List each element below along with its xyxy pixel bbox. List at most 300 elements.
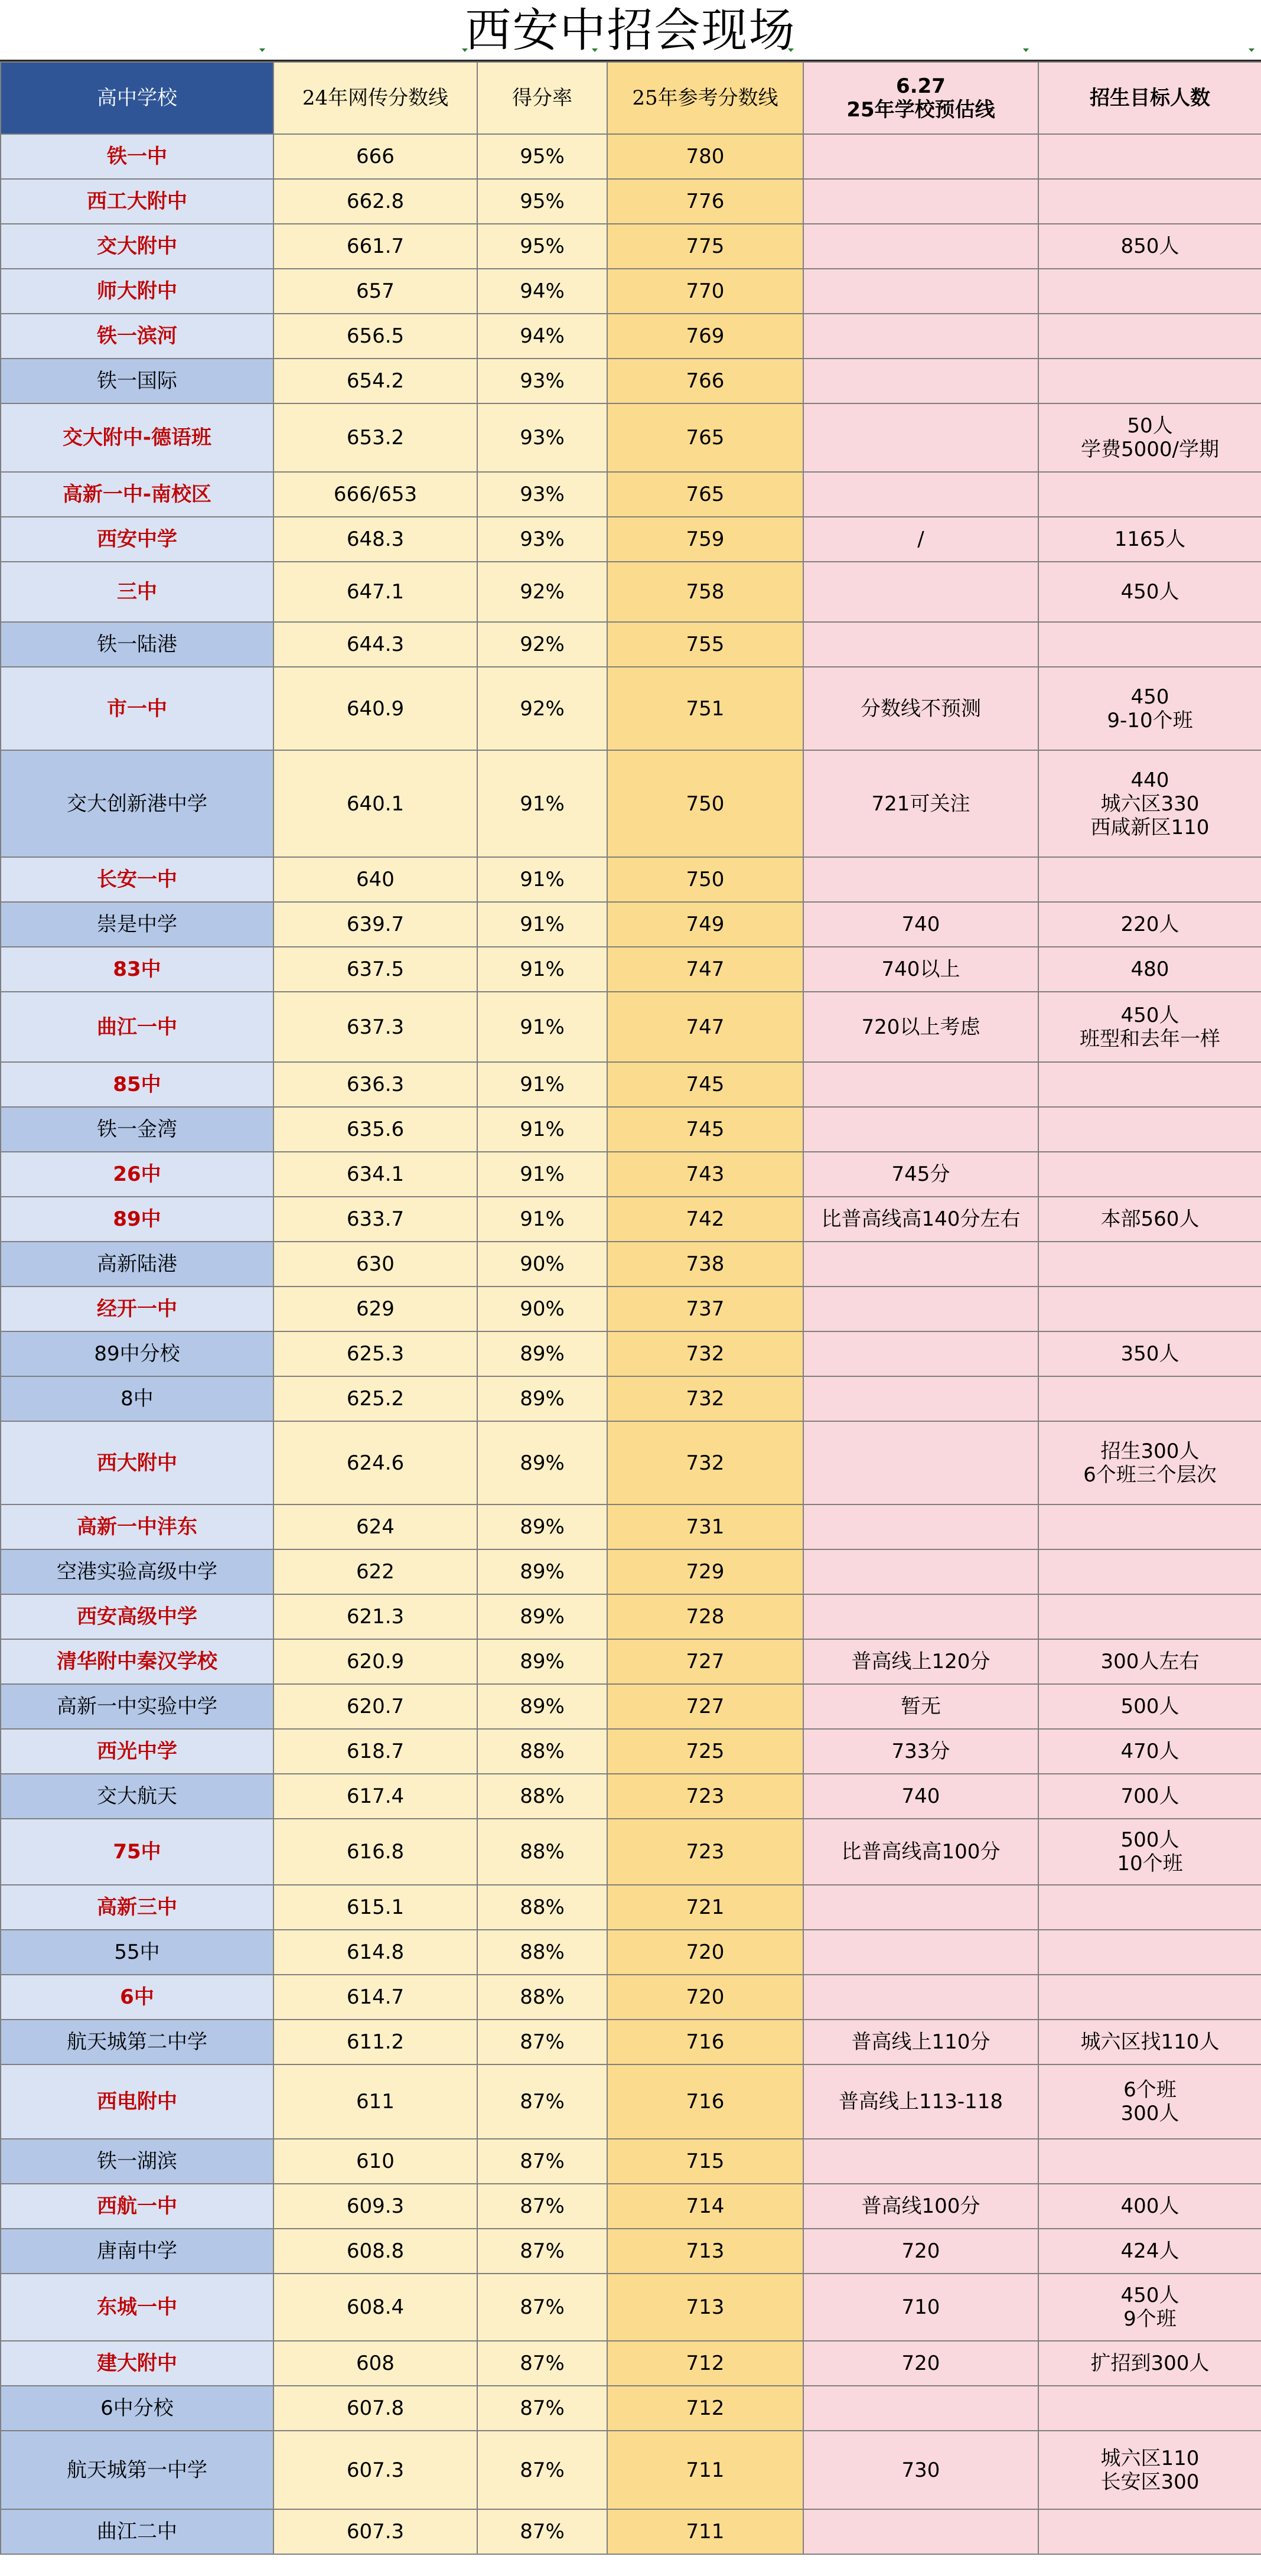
predicted-2025-cell[interactable] <box>803 1376 1038 1421</box>
predicted-2025-cell[interactable] <box>803 179 1038 224</box>
score-rate-cell[interactable]: 91% <box>477 947 607 992</box>
school-name-cell[interactable]: 航天城第一中学 <box>1 2431 273 2509</box>
enrollment-target-cell[interactable] <box>1038 1684 1261 1729</box>
predicted-2025-cell[interactable] <box>803 622 1038 667</box>
reference-2025-cell[interactable]: 769 <box>607 314 803 359</box>
score-2024-cell[interactable]: 609.3 <box>273 2184 477 2229</box>
score-2024-cell[interactable]: 644.3 <box>273 622 477 667</box>
reference-2025-cell[interactable]: 714 <box>607 2184 803 2229</box>
school-name-cell[interactable]: 曲江二中 <box>1 2509 273 2554</box>
enrollment-target-cell[interactable] <box>1038 224 1261 269</box>
predicted-2025-cell[interactable] <box>803 1684 1038 1729</box>
score-2024-cell[interactable]: 662.8 <box>273 179 477 224</box>
school-name-cell[interactable]: 西大附中 <box>1 1421 273 1504</box>
score-2024-cell[interactable]: 640 <box>273 857 477 902</box>
enrollment-target-cell[interactable] <box>1038 472 1261 517</box>
score-2024-cell[interactable]: 620.7 <box>273 1684 477 1729</box>
reference-2025-cell[interactable]: 737 <box>607 1287 803 1331</box>
predicted-2025-cell[interactable] <box>803 403 1038 472</box>
score-2024-cell[interactable]: 620.9 <box>273 1639 477 1684</box>
predicted-2025-cell[interactable] <box>803 992 1038 1062</box>
reference-2025-cell[interactable]: 750 <box>607 857 803 902</box>
school-name-cell[interactable]: 55中 <box>1 1930 273 1975</box>
score-2024-cell[interactable]: 624.6 <box>273 1421 477 1504</box>
reference-2025-cell[interactable]: 751 <box>607 667 803 750</box>
score-2024-cell[interactable]: 618.7 <box>273 1729 477 1774</box>
score-2024-cell[interactable]: 657 <box>273 269 477 314</box>
predicted-2025-cell[interactable] <box>803 2139 1038 2184</box>
reference-2025-cell[interactable]: 745 <box>607 1107 803 1152</box>
reference-2025-cell[interactable]: 776 <box>607 179 803 224</box>
predicted-2025-cell[interactable] <box>803 2229 1038 2274</box>
predicted-2025-cell[interactable] <box>803 224 1038 269</box>
school-name-cell[interactable]: 市一中 <box>1 667 273 750</box>
score-rate-cell[interactable]: 92% <box>477 562 607 622</box>
enrollment-target-cell[interactable] <box>1038 1639 1261 1684</box>
school-name-cell[interactable]: 西电附中 <box>1 2064 273 2139</box>
score-rate-cell[interactable]: 89% <box>477 1639 607 1684</box>
predicted-2025-cell[interactable] <box>803 1062 1038 1107</box>
score-rate-cell[interactable]: 88% <box>477 1819 607 1885</box>
reference-2025-cell[interactable]: 729 <box>607 1549 803 1594</box>
score-2024-cell[interactable]: 634.1 <box>273 1152 477 1197</box>
score-rate-cell[interactable]: 88% <box>477 1930 607 1975</box>
score-rate-cell[interactable]: 88% <box>477 1975 607 2020</box>
reference-2025-cell[interactable]: 723 <box>607 1819 803 1885</box>
reference-2025-cell[interactable]: 727 <box>607 1639 803 1684</box>
score-rate-cell[interactable]: 92% <box>477 622 607 667</box>
enrollment-target-cell[interactable] <box>1038 992 1261 1062</box>
predicted-2025-cell[interactable] <box>803 1197 1038 1242</box>
reference-2025-cell[interactable]: 775 <box>607 224 803 269</box>
enrollment-target-cell[interactable] <box>1038 2341 1261 2386</box>
school-name-cell[interactable]: 长安一中 <box>1 857 273 902</box>
score-rate-cell[interactable]: 94% <box>477 269 607 314</box>
reference-2025-cell[interactable]: 732 <box>607 1421 803 1504</box>
score-2024-cell[interactable]: 666/653 <box>273 472 477 517</box>
header-predicted-2025[interactable] <box>803 62 1038 134</box>
school-name-cell[interactable]: 崇是中学 <box>1 902 273 947</box>
header-score-2024[interactable]: 24年网传分数线 <box>273 62 477 134</box>
score-rate-cell[interactable]: 89% <box>477 1594 607 1639</box>
school-name-cell[interactable]: 75中 <box>1 1819 273 1885</box>
predicted-2025-cell[interactable] <box>803 2184 1038 2229</box>
score-2024-cell[interactable]: 637.5 <box>273 947 477 992</box>
score-rate-cell[interactable]: 91% <box>477 857 607 902</box>
school-name-cell[interactable]: 西航一中 <box>1 2184 273 2229</box>
enrollment-target-cell[interactable] <box>1038 1376 1261 1421</box>
score-2024-cell[interactable]: 635.6 <box>273 1107 477 1152</box>
school-name-cell[interactable]: 高新陆港 <box>1 1242 273 1287</box>
score-2024-cell[interactable]: 654.2 <box>273 359 477 403</box>
reference-2025-cell[interactable]: 712 <box>607 2386 803 2431</box>
enrollment-target-cell[interactable] <box>1038 622 1261 667</box>
header-enrollment-target[interactable]: 招生目标人数 <box>1038 62 1261 134</box>
score-2024-cell[interactable]: 637.3 <box>273 992 477 1062</box>
score-2024-cell[interactable]: 608.4 <box>273 2274 477 2341</box>
score-2024-cell[interactable]: 624 <box>273 1504 477 1549</box>
score-2024-cell[interactable]: 625.3 <box>273 1331 477 1376</box>
score-rate-cell[interactable]: 91% <box>477 1152 607 1197</box>
enrollment-target-cell[interactable] <box>1038 1421 1261 1504</box>
enrollment-target-cell[interactable] <box>1038 1930 1261 1975</box>
score-rate-cell[interactable]: 88% <box>477 1885 607 1930</box>
score-2024-cell[interactable]: 630 <box>273 1242 477 1287</box>
score-2024-cell[interactable]: 617.4 <box>273 1774 477 1819</box>
score-2024-cell[interactable]: 656.5 <box>273 314 477 359</box>
predicted-2025-cell[interactable] <box>803 750 1038 857</box>
header-score-rate[interactable]: 得分率 <box>477 62 607 134</box>
predicted-2025-cell[interactable] <box>803 1930 1038 1975</box>
predicted-2025-cell[interactable] <box>803 1242 1038 1287</box>
enrollment-target-cell[interactable] <box>1038 947 1261 992</box>
school-name-cell[interactable]: 85中 <box>1 1062 273 1107</box>
predicted-2025-cell[interactable] <box>803 1774 1038 1819</box>
score-rate-cell[interactable]: 92% <box>477 667 607 750</box>
filter-dropdown-icon[interactable] <box>787 46 795 54</box>
enrollment-target-cell[interactable] <box>1038 750 1261 857</box>
score-rate-cell[interactable]: 91% <box>477 1107 607 1152</box>
score-rate-cell[interactable]: 95% <box>477 224 607 269</box>
filter-dropdown-icon[interactable] <box>461 46 469 54</box>
enrollment-target-cell[interactable] <box>1038 403 1261 472</box>
reference-2025-cell[interactable]: 716 <box>607 2064 803 2139</box>
score-2024-cell[interactable]: 636.3 <box>273 1062 477 1107</box>
score-rate-cell[interactable]: 87% <box>477 2509 607 2554</box>
school-name-cell[interactable]: 西工大附中 <box>1 179 273 224</box>
enrollment-target-cell[interactable] <box>1038 1594 1261 1639</box>
score-2024-cell[interactable]: 629 <box>273 1287 477 1331</box>
school-name-cell[interactable]: 89中分校 <box>1 1331 273 1376</box>
score-rate-cell[interactable]: 88% <box>477 1774 607 1819</box>
score-2024-cell[interactable]: 610 <box>273 2139 477 2184</box>
enrollment-target-cell[interactable] <box>1038 1729 1261 1774</box>
reference-2025-cell[interactable]: 725 <box>607 1729 803 1774</box>
reference-2025-cell[interactable]: 738 <box>607 1242 803 1287</box>
predicted-line: 733分 <box>891 1740 950 1763</box>
reference-2025-cell[interactable]: 720 <box>607 1975 803 2020</box>
school-name-cell[interactable]: 6中分校 <box>1 2386 273 2431</box>
school-name-cell[interactable]: 清华附中秦汉学校 <box>1 1639 273 1684</box>
score-2024-cell[interactable]: 614.8 <box>273 1930 477 1975</box>
predicted-2025-cell[interactable] <box>803 2274 1038 2341</box>
enrollment-target-cell[interactable] <box>1038 1107 1261 1152</box>
predicted-2025-cell[interactable] <box>803 2509 1038 2554</box>
reference-2025-cell[interactable]: 780 <box>607 134 803 179</box>
predicted-2025-cell[interactable] <box>803 2064 1038 2139</box>
reference-2025-cell[interactable]: 765 <box>607 472 803 517</box>
score-2024-cell[interactable]: 607.3 <box>273 2509 477 2554</box>
school-name-cell[interactable]: 高新三中 <box>1 1885 273 1930</box>
school-name-cell[interactable]: 经开一中 <box>1 1287 273 1331</box>
enrollment-target-cell[interactable] <box>1038 2064 1261 2139</box>
school-name-cell[interactable]: 26中 <box>1 1152 273 1197</box>
reference-2025-cell[interactable]: 759 <box>607 517 803 562</box>
reference-2025-cell[interactable]: 728 <box>607 1594 803 1639</box>
school-name-cell[interactable]: 交大创新港中学 <box>1 750 273 857</box>
school-name-cell[interactable]: 89中 <box>1 1197 273 1242</box>
enrollment-target-cell[interactable] <box>1038 1197 1261 1242</box>
score-rate-cell[interactable]: 89% <box>477 1421 607 1504</box>
enrollment-target-cell[interactable] <box>1038 2229 1261 2274</box>
school-name-cell[interactable]: 铁一滨河 <box>1 314 273 359</box>
enrollment-target-cell[interactable] <box>1038 1287 1261 1331</box>
score-rate-cell[interactable]: 90% <box>477 1242 607 1287</box>
school-name-cell[interactable]: 高新一中实验中学 <box>1 1684 273 1729</box>
predicted-2025-cell[interactable] <box>803 1975 1038 2020</box>
enrollment-target-cell[interactable] <box>1038 1975 1261 2020</box>
table-row <box>1 359 1261 403</box>
score-rate-cell[interactable]: 87% <box>477 2139 607 2184</box>
school-name-cell[interactable]: 6中 <box>1 1975 273 2020</box>
school-name-cell[interactable]: 铁一湖滨 <box>1 2139 273 2184</box>
score-2024-cell[interactable]: 653.2 <box>273 403 477 472</box>
enrollment-target-cell[interactable] <box>1038 269 1261 314</box>
score-2024-cell[interactable]: 625.2 <box>273 1376 477 1421</box>
score-rate-cell[interactable]: 91% <box>477 902 607 947</box>
enrollment-target-cell[interactable] <box>1038 314 1261 359</box>
score-rate-cell[interactable]: 87% <box>477 2184 607 2229</box>
score-rate-cell[interactable]: 87% <box>477 2274 607 2341</box>
predicted-2025-cell[interactable] <box>803 517 1038 562</box>
score-rate-cell[interactable]: 93% <box>477 359 607 403</box>
score-rate-cell[interactable]: 91% <box>477 750 607 857</box>
score-2024-cell[interactable]: 640.9 <box>273 667 477 750</box>
score-2024-cell[interactable]: 661.7 <box>273 224 477 269</box>
score-2024-cell[interactable]: 666 <box>273 134 477 179</box>
filter-dropdown-icon[interactable] <box>1022 46 1030 54</box>
reference-2025-cell[interactable]: 732 <box>607 1376 803 1421</box>
enrollment-target-cell[interactable] <box>1038 2139 1261 2184</box>
score-rate-cell[interactable]: 87% <box>477 2386 607 2431</box>
enrollment-target-cell[interactable] <box>1038 517 1261 562</box>
reference-2025-cell[interactable]: 716 <box>607 2020 803 2064</box>
enrollment-target-cell[interactable] <box>1038 1152 1261 1197</box>
filter-dropdown-icon[interactable] <box>591 46 599 54</box>
score-2024-cell[interactable]: 614.7 <box>273 1975 477 2020</box>
score-rate-cell[interactable]: 87% <box>477 2229 607 2274</box>
predicted-2025-cell[interactable] <box>803 1152 1038 1197</box>
score-2024-cell[interactable]: 611.2 <box>273 2020 477 2064</box>
school-name-cell[interactable]: 铁一陆港 <box>1 622 273 667</box>
predicted-2025-cell[interactable] <box>803 314 1038 359</box>
score-2024-cell[interactable]: 647.1 <box>273 562 477 622</box>
reference-2025-cell[interactable]: 713 <box>607 2229 803 2274</box>
enrollment-target-cell[interactable] <box>1038 134 1261 179</box>
score-rate-cell[interactable]: 95% <box>477 134 607 179</box>
score-2024-cell[interactable]: 622 <box>273 1549 477 1594</box>
score-2024-cell[interactable]: 648.3 <box>273 517 477 562</box>
enrollment-target-cell[interactable] <box>1038 562 1261 622</box>
score-rate-cell[interactable]: 90% <box>477 1287 607 1331</box>
predicted-line: 分数线不预测 <box>861 696 981 721</box>
predicted-2025-cell[interactable] <box>803 1549 1038 1594</box>
reference-2025-cell[interactable]: 715 <box>607 2139 803 2184</box>
school-name-cell[interactable]: 三中 <box>1 562 273 622</box>
school-name-cell[interactable]: 铁一国际 <box>1 359 273 403</box>
school-name-cell[interactable]: 航天城第二中学 <box>1 2020 273 2064</box>
predicted-2025-cell[interactable] <box>803 1639 1038 1684</box>
score-rate-cell[interactable]: 89% <box>477 1504 607 1549</box>
school-name-cell[interactable]: 西安中学 <box>1 517 273 562</box>
predicted-2025-cell[interactable] <box>803 1421 1038 1504</box>
predicted-2025-cell[interactable] <box>803 1885 1038 1930</box>
score-2024-cell[interactable]: 616.8 <box>273 1819 477 1885</box>
reference-2025-cell[interactable]: 723 <box>607 1774 803 1819</box>
school-name-cell[interactable]: 交大附中 <box>1 224 273 269</box>
school-name-cell[interactable]: 西光中学 <box>1 1729 273 1774</box>
reference-2025-cell[interactable]: 747 <box>607 947 803 992</box>
reference-2025-cell[interactable]: 743 <box>607 1152 803 1197</box>
enrollment-target-cell[interactable] <box>1038 1242 1261 1287</box>
enrollment-target-cell[interactable] <box>1038 359 1261 403</box>
predicted-2025-cell[interactable] <box>803 1729 1038 1774</box>
score-rate-cell[interactable]: 87% <box>477 2341 607 2386</box>
reference-2025-cell[interactable]: 758 <box>607 562 803 622</box>
enrollment-target-cell[interactable] <box>1038 667 1261 750</box>
predicted-2025-cell[interactable] <box>803 2020 1038 2064</box>
enrollment-target-cell[interactable] <box>1038 1774 1261 1819</box>
school-name-cell[interactable]: 师大附中 <box>1 269 273 314</box>
predicted-2025-cell[interactable] <box>803 2341 1038 2386</box>
school-name-cell[interactable]: 铁一中 <box>1 134 273 179</box>
reference-2025-cell[interactable]: 750 <box>607 750 803 857</box>
school-name-cell[interactable]: 铁一金湾 <box>1 1107 273 1152</box>
predicted-2025-cell[interactable] <box>803 1107 1038 1152</box>
reference-2025-cell[interactable]: 711 <box>607 2509 803 2554</box>
predicted-line: 比普高线高140分左右 <box>821 1207 1021 1231</box>
reference-2025-cell[interactable]: 765 <box>607 403 803 472</box>
score-rate-cell[interactable]: 93% <box>477 472 607 517</box>
enrollment-target-cell[interactable] <box>1038 1504 1261 1549</box>
score-rate-cell[interactable]: 87% <box>477 2020 607 2064</box>
score-2024-cell[interactable]: 608.8 <box>273 2229 477 2274</box>
score-2024-cell[interactable]: 607.3 <box>273 2431 477 2509</box>
score-rate-cell[interactable]: 88% <box>477 1729 607 1774</box>
enrollment-target-cell[interactable] <box>1038 1062 1261 1107</box>
score-rate-cell[interactable]: 91% <box>477 992 607 1062</box>
reference-2025-cell[interactable]: 745 <box>607 1062 803 1107</box>
header-school[interactable]: 高中学校 <box>1 62 273 134</box>
reference-2025-cell[interactable]: 742 <box>607 1197 803 1242</box>
predicted-2025-cell[interactable] <box>803 667 1038 750</box>
school-name-cell[interactable]: 东城一中 <box>1 2274 273 2341</box>
enrollment-target-cell[interactable] <box>1038 2431 1261 2509</box>
reference-2025-cell[interactable]: 712 <box>607 2341 803 2386</box>
school-name-cell[interactable]: 曲江一中 <box>1 992 273 1062</box>
enrollment-target-cell[interactable] <box>1038 1331 1261 1376</box>
filter-dropdown-icon[interactable] <box>258 46 266 54</box>
filter-dropdown-icon[interactable] <box>1247 46 1256 54</box>
predicted-2025-cell[interactable] <box>803 1287 1038 1331</box>
reference-2025-cell[interactable]: 732 <box>607 1331 803 1376</box>
reference-2025-cell[interactable]: 747 <box>607 992 803 1062</box>
reference-2025-cell[interactable]: 721 <box>607 1885 803 1930</box>
enrollment-target-cell[interactable] <box>1038 2020 1261 2064</box>
reference-2025-cell[interactable]: 711 <box>607 2431 803 2509</box>
enrollment-target-cell[interactable] <box>1038 902 1261 947</box>
reference-2025-cell[interactable]: 755 <box>607 622 803 667</box>
school-name-cell[interactable]: 交大附中-德语班 <box>1 403 273 472</box>
predicted-2025-cell[interactable] <box>803 947 1038 992</box>
school-name-cell[interactable]: 西安高级中学 <box>1 1594 273 1639</box>
score-2024-cell[interactable]: 640.1 <box>273 750 477 857</box>
enrollment-target-cell[interactable] <box>1038 2184 1261 2229</box>
enrollment-target-cell[interactable] <box>1038 857 1261 902</box>
school-name-cell[interactable]: 高新一中-南校区 <box>1 472 273 517</box>
predicted-2025-cell[interactable] <box>803 902 1038 947</box>
score-2024-cell[interactable]: 615.1 <box>273 1885 477 1930</box>
score-2024-cell[interactable]: 611 <box>273 2064 477 2139</box>
score-rate-cell[interactable]: 94% <box>477 314 607 359</box>
school-name-cell[interactable]: 83中 <box>1 947 273 992</box>
enrollment-target-cell[interactable] <box>1038 2509 1261 2554</box>
score-2024-cell[interactable]: 607.8 <box>273 2386 477 2431</box>
reference-2025-cell[interactable]: 749 <box>607 902 803 947</box>
school-name-cell[interactable]: 建大附中 <box>1 2341 273 2386</box>
school-name-cell[interactable]: 唐南中学 <box>1 2229 273 2274</box>
reference-2025-cell[interactable]: 770 <box>607 269 803 314</box>
school-name-cell[interactable]: 交大航天 <box>1 1774 273 1819</box>
score-2024-cell[interactable]: 608 <box>273 2341 477 2386</box>
predicted-2025-cell[interactable] <box>803 1504 1038 1549</box>
school-name-cell[interactable]: 8中 <box>1 1376 273 1421</box>
score-rate-cell[interactable]: 87% <box>477 2431 607 2509</box>
predicted-2025-cell[interactable] <box>803 1819 1038 1885</box>
reference-2025-cell[interactable]: 731 <box>607 1504 803 1549</box>
reference-2025-cell[interactable]: 713 <box>607 2274 803 2341</box>
score-2024-cell[interactable]: 639.7 <box>273 902 477 947</box>
reference-2025-cell[interactable]: 727 <box>607 1684 803 1729</box>
enrollment-target-cell[interactable] <box>1038 2274 1261 2341</box>
score-rate-cell[interactable]: 89% <box>477 1376 607 1421</box>
score-rate-cell[interactable]: 95% <box>477 179 607 224</box>
enrollment-target-cell[interactable] <box>1038 1885 1261 1930</box>
enrollment-target-cell[interactable] <box>1038 1549 1261 1594</box>
score-rate-cell[interactable]: 89% <box>477 1684 607 1729</box>
predicted-2025-cell[interactable] <box>803 472 1038 517</box>
enrollment-target-cell[interactable] <box>1038 2386 1261 2431</box>
predicted-2025-cell[interactable] <box>803 857 1038 902</box>
predicted-2025-cell[interactable] <box>803 2431 1038 2509</box>
enrollment-target-cell[interactable] <box>1038 179 1261 224</box>
enrollment-target-cell[interactable] <box>1038 1819 1261 1885</box>
predicted-2025-cell[interactable] <box>803 134 1038 179</box>
score-rate-cell[interactable]: 93% <box>477 403 607 472</box>
predicted-2025-cell[interactable] <box>803 1331 1038 1376</box>
predicted-2025-cell[interactable] <box>803 269 1038 314</box>
score-rate-cell[interactable]: 91% <box>477 1197 607 1242</box>
header-reference-2025[interactable]: 25年参考分数线 <box>607 62 803 134</box>
reference-2025-cell[interactable]: 766 <box>607 359 803 403</box>
score-2024-cell[interactable]: 633.7 <box>273 1197 477 1242</box>
school-name-cell[interactable]: 空港实验高级中学 <box>1 1549 273 1594</box>
header-predicted-date: 6.27 <box>896 74 946 98</box>
score-rate-cell[interactable]: 93% <box>477 517 607 562</box>
score-rate-cell[interactable]: 89% <box>477 1331 607 1376</box>
predicted-2025-cell[interactable] <box>803 359 1038 403</box>
predicted-2025-cell[interactable] <box>803 2386 1038 2431</box>
school-name-cell[interactable]: 高新一中沣东 <box>1 1504 273 1549</box>
reference-2025-cell[interactable]: 720 <box>607 1930 803 1975</box>
score-rate-cell[interactable]: 87% <box>477 2064 607 2139</box>
score-rate-cell[interactable]: 91% <box>477 1062 607 1107</box>
predicted-2025-cell[interactable] <box>803 562 1038 622</box>
score-rate-cell[interactable]: 89% <box>477 1549 607 1594</box>
score-2024-cell[interactable]: 621.3 <box>273 1594 477 1639</box>
table-row <box>1 2386 1261 2431</box>
predicted-2025-cell[interactable] <box>803 1594 1038 1639</box>
